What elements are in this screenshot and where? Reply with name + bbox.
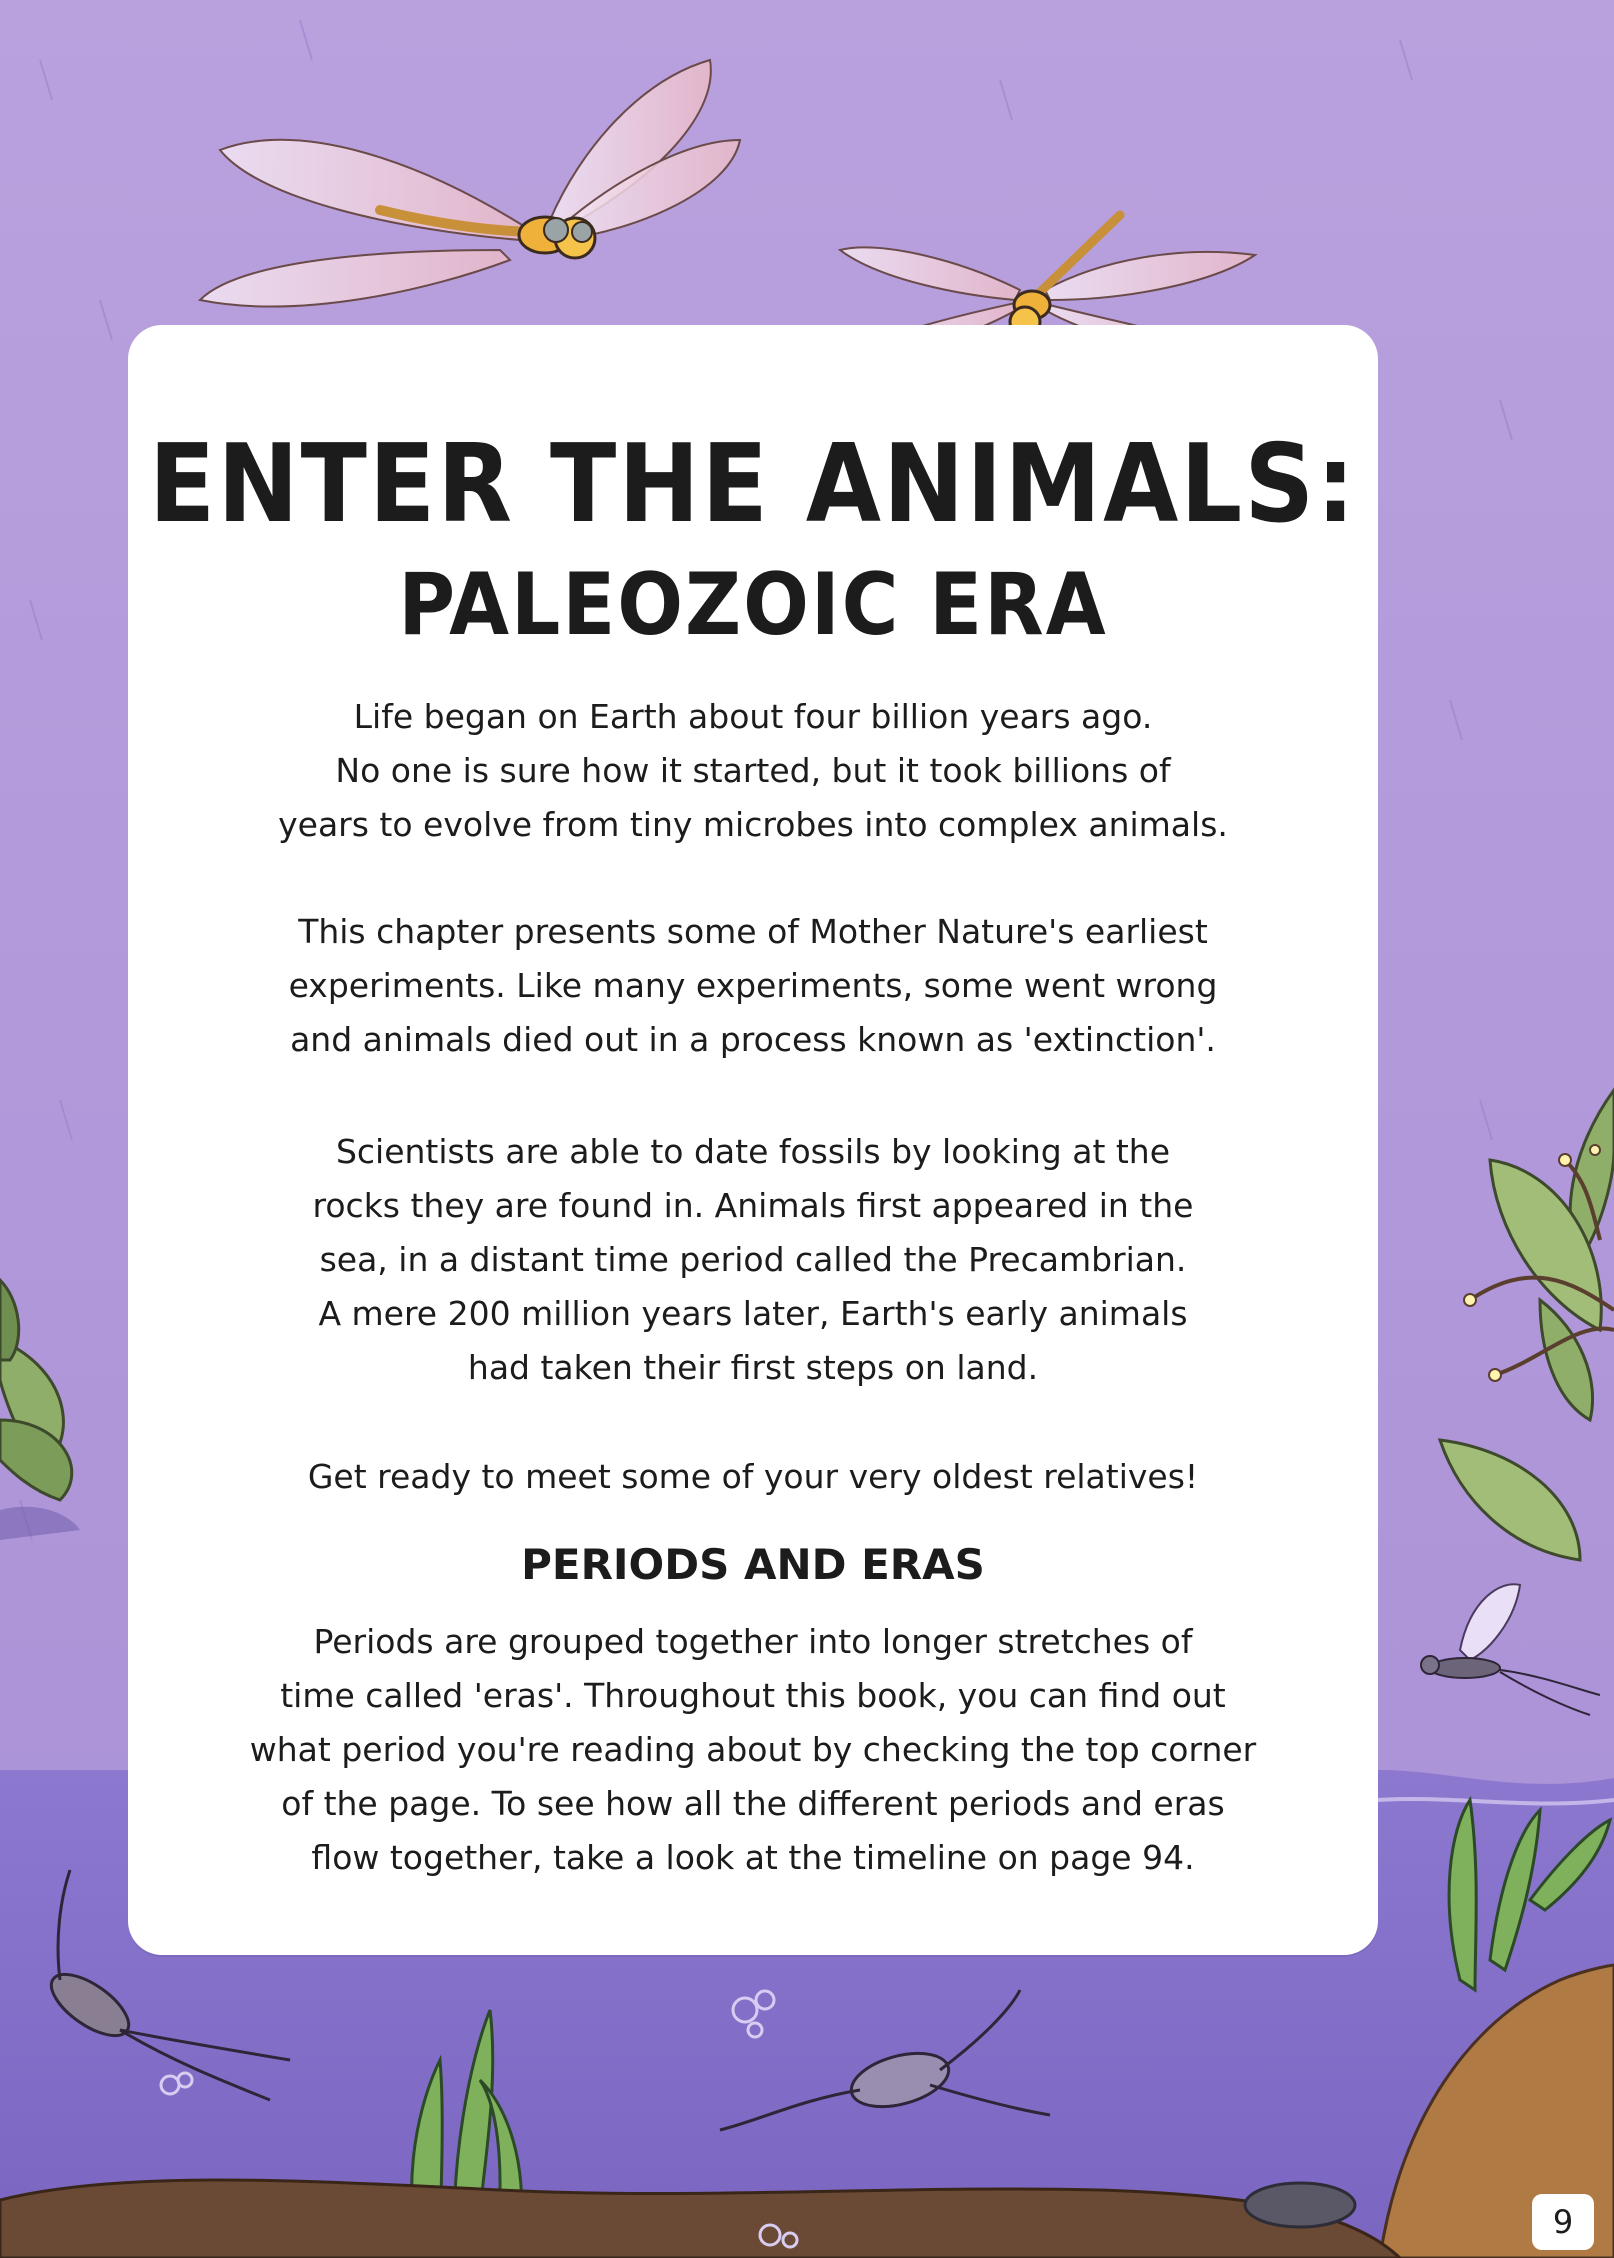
text-line: rocks they are found in. Animals first appeared in the [312, 1186, 1194, 1225]
text-line: time called 'eras'. Throughout this book, you can find out [280, 1676, 1226, 1715]
extinction-paragraph [188, 905, 1318, 1067]
text-line: Scientists are able to date fossils by looking at the [335, 1132, 1171, 1171]
text-line: years to evolve from tiny microbes into complex animals. [278, 805, 1228, 844]
page-subtitle: PALEOZOIC ERA [398, 555, 1108, 655]
text-line: Periods are grouped together into longer stretches of [313, 1622, 1193, 1661]
text-line: A mere 200 million years later, Earth's early animals [318, 1294, 1188, 1333]
relatives-paragraph [188, 1450, 1318, 1504]
text-line: flow together, take a look at the timeline on page 94. [311, 1838, 1195, 1877]
text-line: what period you're reading about by checking the top corner [249, 1730, 1257, 1769]
text-line: sea, in a distant time period called the Precambrian. [319, 1240, 1187, 1279]
page-title: ENTER THE ANIMALS: [148, 422, 1358, 547]
text-line: Get ready to meet some of your very oldest relatives! [307, 1457, 1199, 1496]
text-line: of the page. To see how all the different periods and eras [281, 1784, 1225, 1823]
periods-paragraph [188, 1615, 1318, 1885]
text-line: had taken their first steps on land. [467, 1348, 1039, 1387]
intro-card [128, 325, 1378, 1955]
page-number: 9 [1532, 2194, 1594, 2250]
text-line: and animals died out in a process known as 'extinction'. [290, 1020, 1216, 1059]
section-heading: PERIODS AND ERAS [521, 1540, 985, 1589]
fossils-paragraph [188, 1125, 1318, 1395]
intro-paragraph [188, 690, 1318, 852]
text-line: No one is sure how it started, but it took billions of [335, 751, 1171, 790]
text-line: experiments. Like many experiments, some went wrong [288, 966, 1218, 1005]
text-line: This chapter presents some of Mother Nature's earliest [298, 912, 1208, 951]
text-line: Life began on Earth about four billion years ago. [353, 697, 1153, 736]
